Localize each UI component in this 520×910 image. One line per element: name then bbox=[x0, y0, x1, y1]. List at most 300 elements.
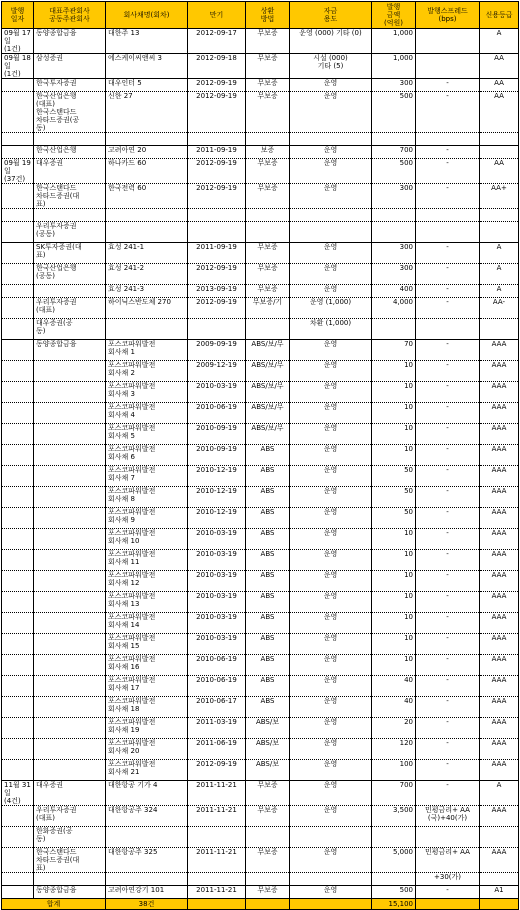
col-kind-header: 자금 용도 bbox=[290, 2, 372, 29]
purpose-cell: 운영 bbox=[290, 285, 372, 298]
purpose-cell: 운영 bbox=[290, 79, 372, 92]
table-row bbox=[2, 873, 519, 886]
col-type-header: 회사채명(회차) bbox=[106, 2, 188, 29]
issuer-cell bbox=[34, 718, 106, 739]
amount-cell: 50 bbox=[372, 487, 416, 508]
guarantee-cell: ABS bbox=[246, 697, 290, 718]
purpose-cell: 운영 bbox=[290, 159, 372, 184]
amount-cell: 10 bbox=[372, 613, 416, 634]
date-cell bbox=[2, 550, 34, 571]
issuer-cell bbox=[34, 487, 106, 508]
purpose-cell: 운영 bbox=[290, 445, 372, 466]
amount-cell: 40 bbox=[372, 697, 416, 718]
rating-cell: A1 bbox=[480, 886, 519, 899]
maturity-cell bbox=[188, 319, 246, 340]
table-row bbox=[2, 697, 519, 718]
maturity-cell: 2012-09-18 bbox=[188, 54, 246, 79]
issuer-cell: 대우증권(공 동) bbox=[34, 319, 106, 340]
date-cell bbox=[2, 319, 34, 340]
issuer-cell: 우리투자증권 (대표) bbox=[34, 806, 106, 827]
issuer-cell: 한국스탠다드 차타드증권(대 표) bbox=[34, 184, 106, 209]
rating-cell: AAA bbox=[480, 571, 519, 592]
footer-label: 합계 bbox=[2, 899, 106, 910]
rating-cell bbox=[480, 319, 519, 340]
guarantee-cell: 무보증 bbox=[246, 92, 290, 133]
guarantee-cell: ABS bbox=[246, 529, 290, 550]
bond-name-cell: 포스코파워발전 회사채 4 bbox=[106, 403, 188, 424]
table-row bbox=[2, 529, 519, 550]
rating-cell: A bbox=[480, 264, 519, 285]
guarantee-cell: 무보증 bbox=[246, 243, 290, 264]
guarantee-cell: ABS/보/무 bbox=[246, 382, 290, 403]
bond-name-cell: 포스코파워발전 회사채 17 bbox=[106, 676, 188, 697]
rating-cell: AAA bbox=[480, 508, 519, 529]
amount-cell: 500 bbox=[372, 159, 416, 184]
purpose-cell: 운영 bbox=[290, 424, 372, 445]
purpose-cell: 운영 bbox=[290, 382, 372, 403]
purpose-cell: 운영 bbox=[290, 655, 372, 676]
date-cell bbox=[2, 424, 34, 445]
rating-cell bbox=[480, 222, 519, 243]
rating-cell: A bbox=[480, 243, 519, 264]
date-cell bbox=[2, 382, 34, 403]
amount-cell: 10 bbox=[372, 655, 416, 676]
rating-cell: AAA bbox=[480, 718, 519, 739]
maturity-cell: 2010-09-19 bbox=[188, 424, 246, 445]
col-issuer-header: 대표주관회사 공동주관회사 bbox=[34, 2, 106, 29]
maturity-cell: 2010-03-19 bbox=[188, 571, 246, 592]
table-row bbox=[2, 319, 519, 340]
date-cell bbox=[2, 222, 34, 243]
rating-cell: AAA bbox=[480, 424, 519, 445]
rating-cell: AAA bbox=[480, 445, 519, 466]
purpose-cell: 운영 bbox=[290, 403, 372, 424]
bond-name-cell: 대한항공 기가 4 bbox=[106, 781, 188, 806]
rating-cell bbox=[480, 827, 519, 848]
spread-cell: - bbox=[416, 550, 480, 571]
spread-cell: - bbox=[416, 508, 480, 529]
date-cell bbox=[2, 361, 34, 382]
issuer-cell: 우리투자증권 (대표) bbox=[34, 298, 106, 319]
amount-cell bbox=[372, 827, 416, 848]
guarantee-cell: ABS bbox=[246, 487, 290, 508]
spread-cell: - bbox=[416, 424, 480, 445]
maturity-cell: 2010-03-19 bbox=[188, 382, 246, 403]
spread-cell bbox=[416, 29, 480, 54]
table-row bbox=[2, 209, 519, 222]
amount-cell: 10 bbox=[372, 424, 416, 445]
maturity-cell: 2011-11-21 bbox=[188, 781, 246, 806]
spread-cell: - bbox=[416, 634, 480, 655]
col-maturity-header: 만기 bbox=[188, 2, 246, 29]
spread-cell: - bbox=[416, 655, 480, 676]
date-cell bbox=[2, 340, 34, 361]
issuer-cell: 동양종합금융 bbox=[34, 29, 106, 54]
bond-name-cell: 포스코파워발전 회사채 12 bbox=[106, 571, 188, 592]
spread-cell: - bbox=[416, 466, 480, 487]
amount-cell: 50 bbox=[372, 508, 416, 529]
maturity-cell: 2012-09-19 bbox=[188, 184, 246, 209]
purpose-cell: 운영 bbox=[290, 466, 372, 487]
date-cell bbox=[2, 592, 34, 613]
table-row bbox=[2, 222, 519, 243]
table-row bbox=[2, 184, 519, 209]
table-row bbox=[2, 827, 519, 848]
rating-cell: AAA bbox=[480, 760, 519, 781]
amount-cell: 10 bbox=[372, 361, 416, 382]
purpose-cell: 시설 (000) 기타 (5) bbox=[290, 54, 372, 79]
guarantee-cell: ABS bbox=[246, 571, 290, 592]
table-row bbox=[2, 243, 519, 264]
purpose-cell: 운영 bbox=[290, 634, 372, 655]
bond-name-cell: 효성 241-3 bbox=[106, 285, 188, 298]
maturity-cell bbox=[188, 873, 246, 886]
table-row bbox=[2, 676, 519, 697]
date-cell bbox=[2, 133, 34, 146]
bond-name-cell bbox=[106, 827, 188, 848]
date-cell bbox=[2, 487, 34, 508]
table-row bbox=[2, 487, 519, 508]
bond-name-cell: 대한주 13 bbox=[106, 29, 188, 54]
guarantee-cell: 무보증/기 bbox=[246, 298, 290, 319]
spread-cell bbox=[416, 827, 480, 848]
guarantee-cell: 무보증 bbox=[246, 79, 290, 92]
bond-issuance-table bbox=[1, 1, 519, 910]
purpose-cell: 운영 bbox=[290, 592, 372, 613]
guarantee-cell: ABS bbox=[246, 655, 290, 676]
guarantee-cell: ABS bbox=[246, 466, 290, 487]
guarantee-cell: 무보증 bbox=[246, 806, 290, 827]
spread-cell: - bbox=[416, 697, 480, 718]
footer-total: 15,100 bbox=[372, 899, 416, 910]
maturity-cell: 2012-09-17 bbox=[188, 29, 246, 54]
bond-name-cell: 포스코파워발전 회사채 6 bbox=[106, 445, 188, 466]
maturity-cell: 2011-06-19 bbox=[188, 739, 246, 760]
amount-cell: 10 bbox=[372, 550, 416, 571]
date-cell bbox=[2, 571, 34, 592]
bond-name-cell: 대우인터 5 bbox=[106, 79, 188, 92]
issuer-cell: 대우증권 bbox=[34, 781, 106, 806]
table-row bbox=[2, 285, 519, 298]
spread-cell: - bbox=[416, 403, 480, 424]
purpose-cell bbox=[290, 873, 372, 886]
bond-name-cell: 포스코파워발전 회사채 5 bbox=[106, 424, 188, 445]
spread-cell: - bbox=[416, 382, 480, 403]
issuer-cell bbox=[34, 424, 106, 445]
maturity-cell: 2009-12-19 bbox=[188, 361, 246, 382]
purpose-cell: 운영 bbox=[290, 184, 372, 209]
spread-cell: - bbox=[416, 340, 480, 361]
maturity-cell: 2010-06-19 bbox=[188, 403, 246, 424]
spread-cell: - bbox=[416, 571, 480, 592]
purpose-cell: 운영 bbox=[290, 781, 372, 806]
date-cell bbox=[2, 886, 34, 899]
maturity-cell: 2012-09-19 bbox=[188, 760, 246, 781]
guarantee-cell: ABS/보/무 bbox=[246, 340, 290, 361]
issuer-cell bbox=[34, 592, 106, 613]
rating-cell: AAA bbox=[480, 634, 519, 655]
issuer-cell: 대우증권 bbox=[34, 159, 106, 184]
date-cell bbox=[2, 243, 34, 264]
bond-name-cell: 고려아연강기 101 bbox=[106, 886, 188, 899]
maturity-cell: 2010-03-19 bbox=[188, 592, 246, 613]
spread-cell: - bbox=[416, 298, 480, 319]
rating-cell: AAA bbox=[480, 340, 519, 361]
table-row bbox=[2, 739, 519, 760]
issuer-cell bbox=[34, 613, 106, 634]
date-cell bbox=[2, 403, 34, 424]
date-cell bbox=[2, 298, 34, 319]
date-cell bbox=[2, 79, 34, 92]
spread-cell: - bbox=[416, 529, 480, 550]
table-row bbox=[2, 424, 519, 445]
rating-cell: AAA bbox=[480, 613, 519, 634]
rating-cell: AA bbox=[480, 159, 519, 184]
amount-cell: 300 bbox=[372, 243, 416, 264]
rating-cell: AAA bbox=[480, 676, 519, 697]
date-cell bbox=[2, 739, 34, 760]
spread-cell: - bbox=[416, 79, 480, 92]
guarantee-cell: ABS/보 bbox=[246, 718, 290, 739]
issuer-cell: SK투자증권(대 표) bbox=[34, 243, 106, 264]
spread-cell: - bbox=[416, 886, 480, 899]
date-cell bbox=[2, 264, 34, 285]
rating-cell: AAA bbox=[480, 382, 519, 403]
bond-name-cell: 포스코파워발전 회사채 19 bbox=[106, 718, 188, 739]
purpose-cell: 운영 bbox=[290, 487, 372, 508]
rating-cell: AAA bbox=[480, 529, 519, 550]
guarantee-cell: 무보증 bbox=[246, 159, 290, 184]
table-row bbox=[2, 592, 519, 613]
issuer-cell bbox=[34, 466, 106, 487]
amount-cell: 20 bbox=[372, 718, 416, 739]
bond-name-cell bbox=[106, 209, 188, 222]
amount-cell: 300 bbox=[372, 184, 416, 209]
purpose-cell: 운영 bbox=[290, 550, 372, 571]
date-cell bbox=[2, 718, 34, 739]
guarantee-cell: ABS/보/무 bbox=[246, 361, 290, 382]
bond-name-cell: 포스코파워발전 회사채 10 bbox=[106, 529, 188, 550]
date-cell bbox=[2, 806, 34, 827]
amount-cell: 1,000 bbox=[372, 29, 416, 54]
table-header-row bbox=[2, 2, 519, 29]
table-row bbox=[2, 264, 519, 285]
bond-name-cell: 신한 27 bbox=[106, 92, 188, 133]
purpose-cell bbox=[290, 222, 372, 243]
col-rating-header: 신용등급 bbox=[480, 2, 519, 29]
maturity-cell: 2010-09-19 bbox=[188, 445, 246, 466]
table-row bbox=[2, 848, 519, 873]
date-cell bbox=[2, 697, 34, 718]
issuer-cell: 한화증권(공 동) bbox=[34, 827, 106, 848]
spread-cell: 민평금리+ AA bbox=[416, 848, 480, 873]
rating-cell: AA- bbox=[480, 298, 519, 319]
maturity-cell bbox=[188, 209, 246, 222]
amount-cell: 300 bbox=[372, 79, 416, 92]
spread-cell: - bbox=[416, 613, 480, 634]
maturity-cell: 2011-11-21 bbox=[188, 886, 246, 899]
purpose-cell: 운영 (1,000) bbox=[290, 298, 372, 319]
maturity-cell: 2010-03-19 bbox=[188, 550, 246, 571]
bond-name-cell bbox=[106, 319, 188, 340]
date-cell bbox=[2, 209, 34, 222]
guarantee-cell: 무보증 bbox=[246, 848, 290, 873]
maturity-cell: 2012-09-19 bbox=[188, 298, 246, 319]
rating-cell: AAA bbox=[480, 403, 519, 424]
spread-cell: - bbox=[416, 285, 480, 298]
bond-name-cell: 대한항공주 325 bbox=[106, 848, 188, 873]
table-row bbox=[2, 760, 519, 781]
amount-cell: 400 bbox=[372, 285, 416, 298]
rating-cell: AA+ bbox=[480, 184, 519, 209]
rating-cell: AAA bbox=[480, 697, 519, 718]
purpose-cell: 운영 bbox=[290, 571, 372, 592]
amount-cell: 120 bbox=[372, 739, 416, 760]
date-cell bbox=[2, 613, 34, 634]
date-cell bbox=[2, 760, 34, 781]
maturity-cell: 2010-03-19 bbox=[188, 529, 246, 550]
guarantee-cell bbox=[246, 319, 290, 340]
guarantee-cell: 보증 bbox=[246, 146, 290, 159]
table-row bbox=[2, 361, 519, 382]
date-cell bbox=[2, 285, 34, 298]
amount-cell bbox=[372, 209, 416, 222]
spread-cell: - bbox=[416, 146, 480, 159]
purpose-cell: 운영 bbox=[290, 806, 372, 827]
purpose-cell: 운영 bbox=[290, 697, 372, 718]
issuer-cell bbox=[34, 361, 106, 382]
bond-name-cell: 하나카드 60 bbox=[106, 159, 188, 184]
bond-name-cell: 포스코파워발전 회사채 18 bbox=[106, 697, 188, 718]
table-row bbox=[2, 92, 519, 133]
spread-cell bbox=[416, 222, 480, 243]
maturity-cell: 2012-09-19 bbox=[188, 264, 246, 285]
rating-cell: AAA bbox=[480, 806, 519, 827]
bond-name-cell: 포스코파워발전 회사채 16 bbox=[106, 655, 188, 676]
guarantee-cell: 무보증 bbox=[246, 886, 290, 899]
guarantee-cell: ABS/보/무 bbox=[246, 403, 290, 424]
table-row bbox=[2, 133, 519, 146]
date-cell: 09월 19일 (37건) bbox=[2, 159, 34, 184]
purpose-cell bbox=[290, 133, 372, 146]
purpose-cell: 운영 bbox=[290, 613, 372, 634]
bond-name-cell: 포스코파워발전 회사채 21 bbox=[106, 760, 188, 781]
table-row bbox=[2, 146, 519, 159]
guarantee-cell: 무보증 bbox=[246, 54, 290, 79]
col-spread-header: 발행스프레드 (bps) bbox=[416, 2, 480, 29]
bond-name-cell: 포스코파워발전 회사채 13 bbox=[106, 592, 188, 613]
issuer-cell: 한국산업은행 (대표) 한국스탠다드 차타드증권(공 동) bbox=[34, 92, 106, 133]
spread-cell: - bbox=[416, 264, 480, 285]
guarantee-cell: 무보증 bbox=[246, 29, 290, 54]
table-row bbox=[2, 29, 519, 54]
maturity-cell: 2010-03-19 bbox=[188, 634, 246, 655]
rating-cell: AA bbox=[480, 92, 519, 133]
guarantee-cell: ABS bbox=[246, 634, 290, 655]
spread-cell bbox=[416, 209, 480, 222]
maturity-cell: 2010-12-19 bbox=[188, 508, 246, 529]
issuer-cell bbox=[34, 209, 106, 222]
date-cell bbox=[2, 508, 34, 529]
spread-cell: - bbox=[416, 243, 480, 264]
date-cell bbox=[2, 848, 34, 873]
spread-cell: - bbox=[416, 92, 480, 133]
table-row bbox=[2, 79, 519, 92]
table-footer-row bbox=[2, 899, 519, 910]
amount-cell: 700 bbox=[372, 781, 416, 806]
date-cell: 09월 18일 (1건) bbox=[2, 54, 34, 79]
date-cell bbox=[2, 873, 34, 886]
issuer-cell bbox=[34, 571, 106, 592]
maturity-cell: 2013-09-19 bbox=[188, 285, 246, 298]
bond-name-cell: 포스코파워발전 회사채 7 bbox=[106, 466, 188, 487]
bond-name-cell: 효성 241-2 bbox=[106, 264, 188, 285]
amount-cell: 50 bbox=[372, 466, 416, 487]
bond-name-cell: 고려아연 20 bbox=[106, 146, 188, 159]
table-row bbox=[2, 382, 519, 403]
bond-name-cell: 대한항공주 324 bbox=[106, 806, 188, 827]
table-row bbox=[2, 159, 519, 184]
guarantee-cell: ABS/보 bbox=[246, 760, 290, 781]
amount-cell: 10 bbox=[372, 592, 416, 613]
purpose-cell: 운영 bbox=[290, 146, 372, 159]
amount-cell: 1,000 bbox=[372, 54, 416, 79]
spread-cell bbox=[416, 54, 480, 79]
spread-cell: - bbox=[416, 718, 480, 739]
table-row bbox=[2, 655, 519, 676]
maturity-cell: 2011-09-19 bbox=[188, 243, 246, 264]
spread-cell: - bbox=[416, 445, 480, 466]
table-row bbox=[2, 298, 519, 319]
spread-cell: - bbox=[416, 184, 480, 209]
issuer-cell bbox=[34, 739, 106, 760]
rating-cell: AAA bbox=[480, 466, 519, 487]
table-row bbox=[2, 634, 519, 655]
maturity-cell: 2010-12-19 bbox=[188, 466, 246, 487]
maturity-cell: 2012-09-19 bbox=[188, 92, 246, 133]
rating-cell: A bbox=[480, 29, 519, 54]
maturity-cell: 2010-12-19 bbox=[188, 487, 246, 508]
spread-cell: +30(가) bbox=[416, 873, 480, 886]
date-cell bbox=[2, 146, 34, 159]
issuer-cell bbox=[34, 529, 106, 550]
guarantee-cell bbox=[246, 827, 290, 848]
purpose-cell: 운영 bbox=[290, 848, 372, 873]
issuer-cell bbox=[34, 403, 106, 424]
amount-cell: 500 bbox=[372, 92, 416, 133]
maturity-cell: 2012-09-19 bbox=[188, 79, 246, 92]
amount-cell bbox=[372, 133, 416, 146]
col-amount-header: 발행 금액 (억원) bbox=[372, 2, 416, 29]
amount-cell: 100 bbox=[372, 760, 416, 781]
rating-cell: AA bbox=[480, 54, 519, 79]
amount-cell: 10 bbox=[372, 571, 416, 592]
issuer-cell: 한국산업은행 (공동) bbox=[34, 264, 106, 285]
issuer-cell bbox=[34, 508, 106, 529]
purpose-cell: 운영 bbox=[290, 760, 372, 781]
guarantee-cell: ABS bbox=[246, 508, 290, 529]
table-row bbox=[2, 781, 519, 806]
guarantee-cell: 무보증 bbox=[246, 184, 290, 209]
table-row bbox=[2, 718, 519, 739]
spread-cell: - bbox=[416, 676, 480, 697]
amount-cell: 300 bbox=[372, 264, 416, 285]
purpose-cell: 운영 bbox=[290, 739, 372, 760]
issuer-cell bbox=[34, 634, 106, 655]
issuer-cell: 우리투자증권 (공동) bbox=[34, 222, 106, 243]
rating-cell: A bbox=[480, 781, 519, 806]
purpose-cell: 운영 bbox=[290, 886, 372, 899]
